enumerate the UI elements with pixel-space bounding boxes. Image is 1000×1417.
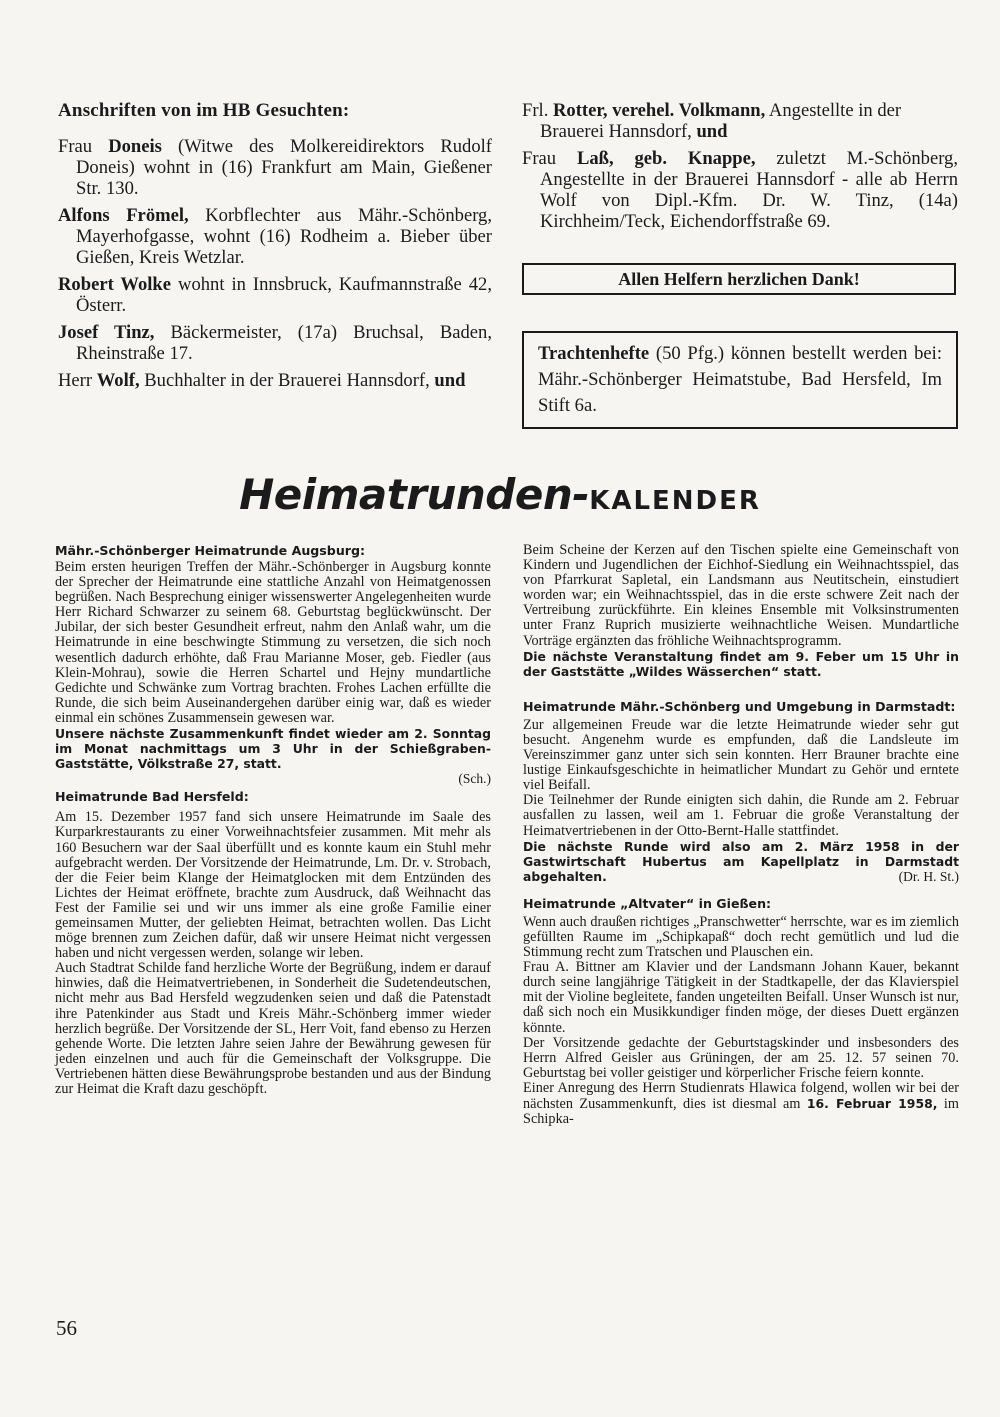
address-entry: Frau Laß, geb. Knappe, zuletzt M.-Schönberg, Angestellte in der Brauerei Hannsdorf - alle ab Herrn Wolf von Dipl.-Kfm. Dr. W. Tinz, (14a) Kirchheim/Teck, Eichendorffstraße 69. — [522, 148, 958, 232]
person-name: Rotter, verehel. Volkmann, — [553, 100, 766, 121]
thanks-box: Allen Helfern herzlichen Dank! — [522, 263, 956, 295]
giessen-text-3: Der Vorsitzende gedachte der Geburtstagskinder und insbesonders des Herrn Alfred Geisler aus Grüningen, der am 25. 12. 57 seinen 70. Geburtstag bei voller geistiger und körperlicher Frische feiern konnte. — [523, 1034, 959, 1081]
addresses-heading: Anschriften von im HB Gesuchten: — [58, 100, 350, 121]
addresses-column — [58, 100, 492, 397]
page-number: 56 — [56, 1316, 77, 1340]
person-name: Wolf, — [96, 370, 140, 391]
darmstadt-text-1: Zur allgemeinen Freude war die letzte Heimatrunde wieder sehr gut besucht. Angenehm wurde es empfunden, daß die Landsleute im Vereinszimmer ganz unter sich sein konnten. Herr Brauner brachte eine lustige Einkaufsgeschichte in heimatlicher Mundart zu Gehör und erntete viel Beifall. — [523, 716, 959, 794]
hersfeld-next-event: Die nächste Veranstaltung findet am 9. Feber um 15 Uhr in der Gaststätte „Wildes Wässerchen“ statt. — [523, 648, 959, 679]
address-entry: Josef Tinz, Bäckermeister, (17a) Bruchsal, Baden, Rheinstraße 17. — [58, 322, 493, 364]
title-caps: KALENDER — [589, 486, 761, 516]
augsburg-signature: (Sch.) — [458, 771, 491, 787]
section-heading-darmstadt: Heimatrunde Mähr.-Schönberg und Umgebung in Darmstadt: — [523, 698, 956, 714]
section-heading-giessen: Heimatrunde „Altvater“ in Gießen: — [523, 895, 772, 911]
person-name: Alfons Frömel, — [58, 205, 189, 226]
address-entry: Frau Doneis (Witwe des Molkereidirektors Rudolf Doneis) wohnt in (16) Frankfurt am Main, Gießener Str. 130. — [58, 136, 492, 199]
hersfeld-continued: Beim Scheine der Kerzen auf den Tischen spielte eine Gemeinschaft von Kindern und Jugendlichen der Eichhof-Siedlung ein Weihnachtsspiel, das von Pfarrkurat Sapletal, ein Landsmann aus Neutitschein, einstudiert worden war; ein Weihnachtsspiel, das in die erste schwere Zeit nach der Vertreibung zurückführte. Ein kleines Ensemble mit Volksinstrumenten unter Franz Ruprich musizierte weihnachtliche Weisen. Mundartliche Vorträge ergänzten das fröhliche Weihnachtsprogramm. — [523, 542, 959, 649]
address-entry: Herr Wolf, Buchhalter in der Brauerei Hannsdorf, und — [58, 370, 466, 391]
address-entry: Robert Wolke wohnt in Innsbruck, Kaufmannstraße 42, Österr. — [58, 274, 492, 316]
calendar-title — [0, 470, 1000, 519]
calendar-right-column — [523, 543, 959, 1127]
addresses-continued — [522, 100, 958, 238]
trachtenhefte-box: Trachtenhefte (50 Pfg.) können bestellt werden bei: Mähr.-Schönberger Heimatstube, Bad Hersfeld, Im Stift 6a. — [522, 331, 958, 429]
person-name: Laß, geb. Knappe, — [576, 148, 756, 169]
augsburg-next-meeting: Unsere nächste Zusammenkunft findet wieder am 2. Sonntag im Monat nachmittags um 3 Uhr in der Schießgraben-Gaststätte, Völkstraße 27, statt. — [55, 726, 491, 772]
augsburg-text: Beim ersten heurigen Treffen der Mähr.-Schönberger in Augsburg konnte der Sprecher der Heimatrunde eine stattliche Anzahl von Heimatgenossen begrüßen. Nach Besprechung einiger wissenswerter Angelegenheiten wurde Herr Richard Schwarzer zu seinem 68. Geburtstag beglückwünscht. Der Jubilar, der sich bester Gesundheit erfreut, nahm den Anlaß wahr, um die Heimatrunde in eine beschwingte Stimmung zu versetzen, die sich noch wesentlich dadurch erhöhte, daß Frau Marianne Moser, geb. Fiedler (aus Klein-Mohrau), sowie die Herren Schartel und Hejny mundartliche Gedichte und Schwänke zum Vortrag brachten. Frohes Lachen erfüllte die Runde, die sich beim Auseinandergehen darüber einig war, daß es wieder einmal ein schönes Zusammensein gewesen war. — [55, 559, 491, 726]
person-name: Doneis — [108, 136, 162, 157]
trachtenhefte-label: Trachtenhefte — [538, 343, 650, 364]
hersfeld-text-2: Auch Stadtrat Schilde fand herzliche Worte der Begrüßung, indem er darauf hinwies, daß die Heimatvertriebenen, in Sonderheit die Sudetendeutschen, nicht mehr aus Bad Hersfeld wegzudenken seien und daß die Patenstadt ihre Patenkinder aus Stadt und Kreis Mähr.-Schönberg immer wieder herzlich begrüße. Der Vorsitzende der SL, Herr Voit, fand ebenso zu Herzen gehende Worte. Die letzten Jahre seien Jahre der Bewährung gewesen für jeden einzelnen und auch für die Gemeinschaft der Volksgruppe. Die Vertriebenen hätten diese Bewährungsprobe bestanden und aus der Bindung zur Heimat die Kraft dazu geschöpft. — [55, 960, 491, 1097]
address-entry: Alfons Frömel, Korbflechter aus Mähr.-Schönberg, Mayerhofgasse, wohnt (16) Rodheim a. Bieber über Gießen, Kreis Wetzlar. — [58, 205, 492, 268]
person-name: Robert Wolke — [58, 274, 172, 295]
darmstadt-signature: (Dr. H. St.) — [898, 868, 959, 884]
person-name: Josef Tinz, — [58, 322, 155, 343]
section-heading-augsburg: Mähr.-Schönberger Heimatrunde Augsburg: — [55, 543, 366, 558]
giessen-text-1: Wenn auch draußen richtiges „Pranschwetter“ herrschte, war es im ziemlich gefüllten Raume im „Schipkapaß“ doch recht gemütlich und lud die Stimmung recht zum Tratschen und Plauschen ein. — [523, 913, 959, 961]
giessen-text-2: Frau A. Bittner am Klavier und der Landsmann Johann Kauer, bekannt durch seine langjährige Tätigkeit in der Stadtkapelle, der das Klavierspiel mit der Violine begleitete, fanden ungeteilten Beifall. Unser Wunsch ist nur, daß sich noch ein Musikkundiger finden möge, der dieses Duett ergänzen könnte. — [523, 959, 959, 1036]
address-entry: Frl. Rotter, verehel. Volkmann, Angestellte in der Brauerei Hannsdorf, und — [522, 100, 902, 142]
section-heading-hersfeld: Heimatrunde Bad Hersfeld: — [55, 789, 249, 805]
title-script: Heimatrunden- — [239, 470, 590, 519]
giessen-text-4: Einer Anregung des Herrn Studienrats Hlawica folgend, wollen wir bei der nächsten Zusammenkunft, dies ist diesmal am 16. Februar 1958, im Schipka- — [523, 1079, 959, 1128]
darmstadt-next-meeting: Die nächste Runde wird also am 2. März 1958 in der Gastwirtschaft Hubertus am Kapellplatz in Darmstadt abgehalten. (Dr. H. St.) — [523, 838, 959, 884]
giessen-date: 16. Februar 1958, — [806, 1096, 938, 1111]
darmstadt-text-2: Die Teilnehmer der Runde einigten sich dahin, die Runde am 2. Februar ausfallen zu lassen, weil am 1. Februar die große Veranstaltung der Heimatvertriebenen in der Otto-Bernt-Halle stattfindet. — [523, 792, 959, 839]
calendar-left-column — [55, 543, 491, 1097]
hersfeld-text-1: Am 15. Dezember 1957 fand sich unsere Heimatrunde im Saale des Kurparkrestaurants zu einer Vorweihnachtsfeier zusammen. Mit mehr als 160 Besuchern war der Saal überfüllt und es konnte kaum ein Stuhl mehr aufgebracht werden. Der Vorsitzende der Heimatrunde, Lm. Dr. v. Strobach, der die Feier beim Klange der Heimatglocken mit dem Entzünden des Lichtes der Heimat eröffnete, brachte zum Ausdruck, daß Weihnacht das Fest der Familie sei und wir uns immer als eine große Familie einer gemeinsamen Mutter, der geliebten Heimat, betrachten wollen. Das Licht möge brennen zum Zeichen dafür, daß wir unsere Heimat nicht vergessen haben und nicht vergessen werden, solange wir leben. — [55, 809, 491, 962]
